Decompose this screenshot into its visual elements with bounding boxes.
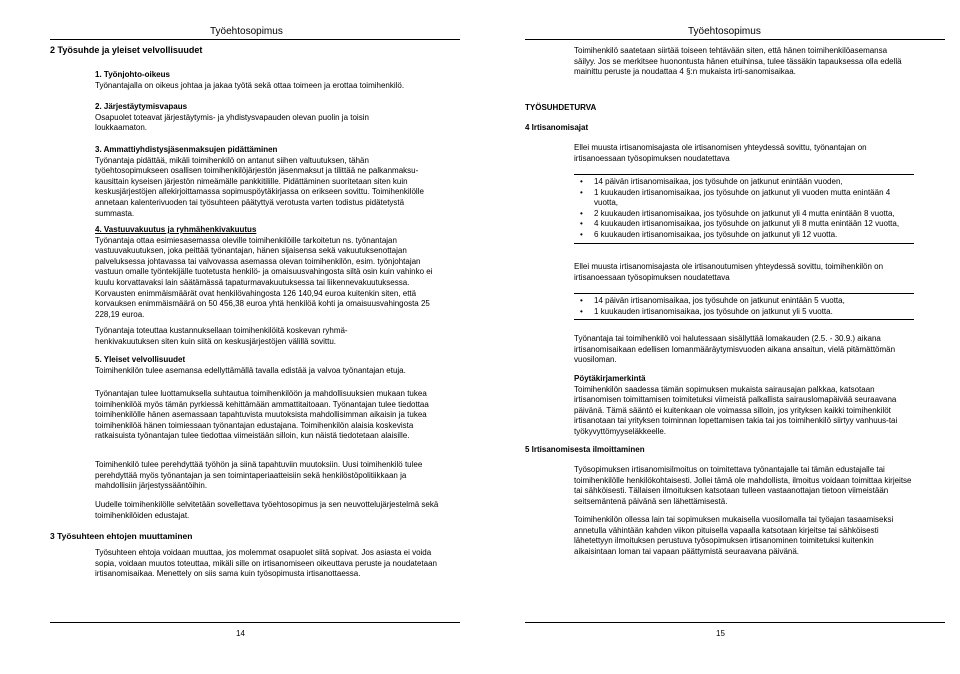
item-3 (95, 145, 440, 219)
header-rule (525, 39, 945, 40)
item-5 (95, 355, 455, 376)
item-2-title: 2. Järjestäytymisvapaus (95, 102, 188, 111)
footer-rule (525, 622, 945, 623)
item-4-title: 4. Vastuuvakuutus ja ryhmähenkivakuutus (95, 225, 257, 234)
item-3-title: 3. Ammattiyhdistysjäsenmaksujen pidättäminen (95, 145, 278, 154)
s4-p3: Työnantaja tai toimihenkilö voi halutessaan sisällyttää lomakauden (2.5. - 30.9.) aikana irtisanomisaikaan edellisen lomanmääräytymisvuoden aikana ansaitun, vielä pitämättömän vuosiloman. (574, 334, 896, 365)
footer-rule (50, 622, 460, 623)
page-number: 14 (236, 629, 245, 638)
section-3-text: Työsuhteen ehtoja voidaan muuttaa, jos molemmat osapuolet siitä sopivat. Jos asiasta ei voida sopia, voidaan muutos toteuttaa, mikäli sille on irtisanomiseen oikeuttava peruste ja noudatetaan irtisanomisaikaa. Menettely on siis sama kuin työsopimusta irtisanottaessa. (95, 548, 437, 579)
list-item: • 1 kuukauden irtisanomisaikaa, jos työsuhde on jatkunut yli vuoden mutta enintään 4 vuotta, (574, 188, 914, 209)
chapter-title: TYÖSUHDETURVA (525, 103, 597, 112)
s5-p1: Työsopimuksen irtisanomisilmoitus on toimitettava työnantajalle tai tämän edustajalle tai toimihenkilölle henkilökohtaisesti. Jollei tämä ole mahdollista, ilmoitus voidaan toimittaa kirjeitse tai sähköisesti. Tällaisen ilmoituksen katsotaan tulleen vastaanottajan tietoon viimeistään seitsemäntenä päivänä sen lähettämisestä. (574, 465, 912, 506)
item-5-p3: Toimihenkilö tulee perehdyttää työhön ja siinä tapahtuviin muutoksiin. Uusi toimihenkilö tulee perehdyttää myös työnantajan ja sen toimintaperiaatteisiin sekä henkilöstöpolitiikkaan ja mahdollisiin järjestyssääntöihin. (95, 460, 423, 491)
list-item: • 4 kuukauden irtisanomisaikaa, jos työsuhde on jatkunut yli 8 mutta enintään 12 vuotta, (574, 219, 914, 230)
right-page (480, 0, 960, 674)
section-title: 5 Irtisanomisesta ilmoittaminen (525, 445, 645, 454)
item-1-title: 1. Työnjohto-oikeus (95, 70, 170, 79)
item-4-p2: Työnantaja toteuttaa kustannuksellaan toimihenkilöitä koskevan ryhmä-henkivakuutuksen siten kuin siitä on keskusjärjestöjen välillä sovittu. (95, 326, 348, 346)
s4-intro: Ellei muusta irtisanomisajasta ole irtisanomisen yhteydessä sovittu, työnantajan on irtisanoessaan työsopimuksen noudatettava (574, 143, 867, 163)
notice-list (574, 177, 914, 241)
intro-text: Toimihenkilö saatetaan siirtää toiseen tehtävään siten, että hänen toimihenkilöasemansa säilyy. Jos se merkitsee huonontusta hänen etuihinsa, tulee tässäkin tapauksessa olla edellä mainittu peruste ja noudattaa 4 §:n mukaista irti-sanomisaikaa. (574, 46, 902, 77)
item-5-title: 5. Yleiset velvollisuudet (95, 355, 186, 364)
item-1 (95, 70, 460, 91)
list-item: • 2 kuukauden irtisanomisaikaa, jos työsuhde on jatkunut yli 4 mutta enintään 8 vuotta, (574, 209, 914, 220)
protocol-note-text: Toimihenkilön saadessa tämän sopimuksen mukaista sairausajan palkkaa, katsotaan irtisanomisen toimittamisen toimitetuksi viimeistä palkallista sairauslomapäivää seuraavana päivänä. Tämä sääntö ei kuitenkaan ole voimassa silloin, jos yrityksen kaikki toimihenkilöt irtisanotaan tai yrityksen toiminnan lopettamisen takia tai jos toimihenkilö siirtyy vanhuus-tai työkyvyttömyyseläkkeelle. (574, 384, 898, 436)
s4-p2: Ellei muusta irtisanomisajasta ole irtisanoutumisen yhteydessä sovittu, toimihenkilön on irtisanoessaan työsopimuksen noudatettava (574, 262, 884, 282)
page-number: 15 (716, 629, 725, 638)
notice-periods-employee (574, 293, 914, 320)
header-rule (50, 39, 460, 40)
s5-p2: Toimihenkilön ollessa lain tai sopimuksen mukaisella vuosilomalla tai työajan tasaamiseksi annetulla vähintään kahden viikon pituisella vapaalla katsotaan kirjeitse tai sähköisesti lähetettyyn ilmoituksen perustuva työsopimuksen irtisanominen toimitetuksi kuitenkin aikaisintaan loman tai vapaan päättymistä seuraavana päivänä. (574, 515, 894, 556)
protocol-note (574, 374, 914, 438)
item-2 (95, 102, 420, 134)
list-item: • 14 päivän irtisanomisaikaa, jos työsuhde on jatkunut enintään vuoden, (574, 177, 914, 188)
item-5-p4: Uudelle toimihenkilölle selvitetään sovellettava työehtosopimus ja sen neuvottelujärjestelmä sekä toimihenkilöiden edustajat. (95, 500, 439, 520)
item-3-text: Työnantaja pidättää, mikäli toimihenkilö on antanut siihen valtuutuksen, tähän työehtosopimukseen osallisen toimihenkilöjärjestön jäsenmaksut ja tilittää ne palkanmaksu-kausittain kyseisen järjestön nimeämälle pankkitilille. Pidättäminen suoritetaan siten kuin keskusjärjestöjen allekirjoittamassa sopimuspöytäkirjassa on erikseen sovittu. Toimihenkilölle annetaan kalenterivuoden tai työsuhteen päätyttyä verotusta varten todistus pidätetystä summasta. (95, 155, 424, 218)
item-5-text: Toimihenkilön tulee asemansa edellyttämällä tavalla edistää ja valvoa työnantajan etuja. (95, 365, 406, 375)
item-4-text: Työnantaja ottaa esimiesasemassa oleville toimihenkilöille tarkoitetun ns. työnantajan vastuuvakuutuksen, joka peittää työnantajan, hänen sijaisensa sekä vakuutuksenottajan palveluksessa johtavassa tai valvovassa asemassa olevan toimihenkilön, esim. työnjohtajan vastuun omalle työntekijälle tuotetusta henkilö- ja omaisuusvahingosta siltä osin kuin vahinko ei kuulu korvattavaksi lain säätämässä tapaturmavakuutuksessa tai liikennevakuutuksessa. Korvausten enimmäismäärät ovat henkilövahingosta 126 140,94 euroa kuitenkin siten, että korvauksen enimmäismäärä on 50 456,38 euroa yhtä henkilöä kohti ja omaisuusvahingosta 25 228,19 euroa. (95, 235, 433, 319)
section-title: 4 Irtisanomisajat (525, 123, 589, 132)
protocol-note-title: Pöytäkirjamerkintä (574, 374, 646, 383)
item-2-text: Osapuolet toteavat järjestäytymis- ja yhdistysvapauden olevan puolin ja toisin loukkaamaton. (95, 112, 369, 133)
notice-periods-employer (574, 174, 914, 244)
section-title: 3 Työsuhteen ehtojen muuttaminen (50, 531, 193, 541)
running-header: Työehtosopimus (210, 26, 283, 37)
notice-list (574, 296, 914, 317)
item-4 (95, 225, 440, 320)
section-title: 2 Työsuhde ja yleiset velvollisuudet (50, 45, 203, 55)
list-item: • 6 kuukauden irtisanomisaikaa, jos työsuhde on jatkunut yli 12 vuotta. (574, 230, 914, 241)
running-header: Työehtosopimus (688, 26, 761, 37)
list-item: • 14 päivän irtisanomisaikaa, jos työsuhde on jatkunut enintään 5 vuotta, (574, 296, 914, 307)
item-1-text: Työnantajalla on oikeus johtaa ja jakaa työtä sekä ottaa toimeen ja erottaa toimihenkilö. (95, 80, 405, 90)
item-5-p2: Työnantajan tulee luottamuksella suhtautua toimihenkilöön ja mahdollisuuksien mukaan tukea toimihenkilöä myös tämän pyrkiessä kehittämään ammattitaitoaan. Työnantajan tulee tiedottaa toimihenkilölle hänen asemassaan tapahtuvista muutoksista mahdollisimman aikaisin ja tukea toimihenkilöä hänen toimiessaan työnantajan edustajana. Toimihenkilön alaisia koskevista ratkaisuista työnantajan tulee tiedottaa viimeistään silloin, kun näistä tiedotetaan alaisille. (95, 389, 429, 441)
list-item: • 1 kuukauden irtisanomisaikaa, jos työsuhde on jatkunut yli 5 vuotta. (574, 307, 914, 318)
